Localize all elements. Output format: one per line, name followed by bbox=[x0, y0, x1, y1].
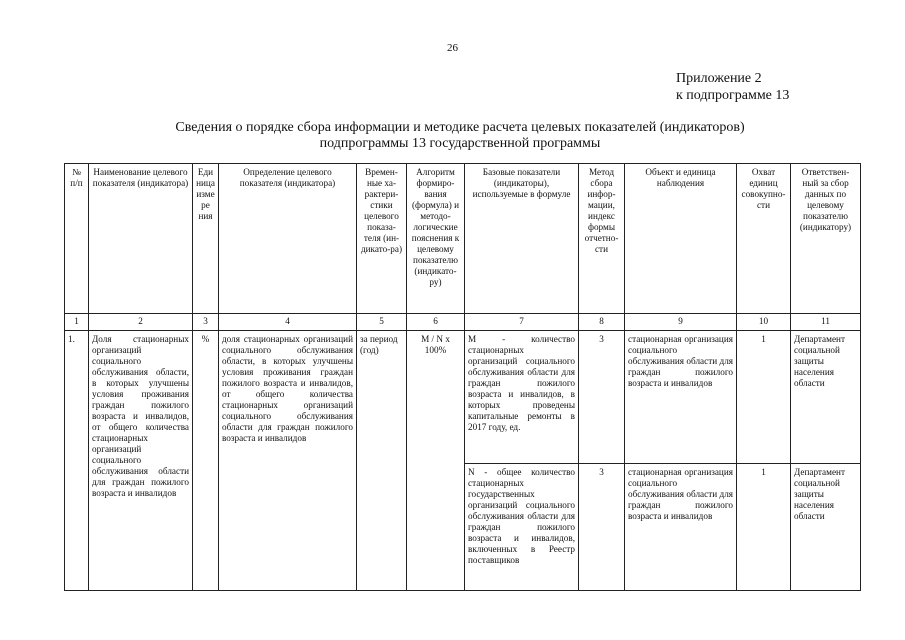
column-number: 1 bbox=[65, 314, 89, 331]
column-number: 4 bbox=[219, 314, 357, 331]
column-number: 10 bbox=[737, 314, 791, 331]
header-cell: Времен-ные ха-рактери-стики целевого показа-теля (ин-дикато-ра) bbox=[357, 164, 407, 314]
column-number: 2 bbox=[89, 314, 193, 331]
row-number: 1. bbox=[65, 331, 89, 591]
column-number: 3 bbox=[193, 314, 219, 331]
table-row bbox=[65, 331, 861, 464]
base-indicator-m: M - количество стационарных организаций социального обслуживания области для граждан пожилого возраста и инвалидов, в которых проведены капитальные ремонты в 2017 году, ед. bbox=[465, 331, 579, 464]
definition-cell: доля стационарных организаций социального обслуживания области, в которых улучшены условия проживания граждан пожилого возраста и инвалидов, от общего количества стационарных организаций социального обслуживания области для граждан пожилого возраста и инвалидов bbox=[219, 331, 357, 591]
header-cell: Еди ница изме ре ния bbox=[193, 164, 219, 314]
column-number: 7 bbox=[465, 314, 579, 331]
coverage-cell: 1 bbox=[737, 464, 791, 591]
appendix-line-2: к подпрограмме 13 bbox=[676, 88, 790, 103]
method-cell: 3 bbox=[579, 331, 625, 464]
header-cell: Охват единиц совокупно-сти bbox=[737, 164, 791, 314]
header-cell: Базовые показатели (индикаторы), используемые в формуле bbox=[465, 164, 579, 314]
indicator-name: Доля стационарных организаций социального обслуживания области, в которых улучшены условия проживания граждан пожилого возраста и инвалидов, от общего количества стационарных организаций социального обслуживания области для граждан пожилого возраста и инвалидов bbox=[89, 331, 193, 591]
header-cell: Определение целевого показателя (индикатора) bbox=[219, 164, 357, 314]
formula-cell: M / N x 100% bbox=[407, 331, 465, 591]
base-indicator-n: N - общее количество стационарных государственных организаций социального обслуживания области для граждан пожилого возраста и инвалидов, включенных в Реестр поставщиков bbox=[465, 464, 579, 591]
header-cell: Метод сбора инфор-мации, индекс формы отчетно-сти bbox=[579, 164, 625, 314]
responsible-cell: Департамент социальной защиты населения области bbox=[791, 464, 861, 591]
column-number: 8 bbox=[579, 314, 625, 331]
method-cell: 3 bbox=[579, 464, 625, 591]
page-number: 26 bbox=[447, 42, 458, 54]
header-cell: Ответствен-ный за сбор данных по целевому показателю (индикатору) bbox=[791, 164, 861, 314]
column-number: 11 bbox=[791, 314, 861, 331]
unit-cell: % bbox=[193, 331, 219, 591]
header-cell: Наименование целевого показателя (индикатора) bbox=[89, 164, 193, 314]
header-cell: Алгоритм формиро-вания (формула) и методо-логические пояснения к целевому показателю (индикато-ру) bbox=[407, 164, 465, 314]
coverage-cell: 1 bbox=[737, 331, 791, 464]
column-number-row bbox=[65, 314, 861, 331]
title-line-1: Сведения о порядке сбора информации и методике расчета целевых показателей (индикаторов) bbox=[175, 120, 745, 135]
table-header-row bbox=[65, 164, 861, 314]
observation-object-cell: стационарная организация социального обслуживания области для граждан пожилого возраста и инвалидов bbox=[625, 331, 737, 464]
document-title bbox=[60, 120, 860, 152]
column-number: 6 bbox=[407, 314, 465, 331]
title-line-2: подпрограммы 13 государственной программы bbox=[319, 136, 601, 151]
indicators-table bbox=[64, 163, 861, 591]
responsible-cell: Департамент социальной защиты населения области bbox=[791, 331, 861, 464]
time-characteristics-cell: за период (год) bbox=[357, 331, 407, 591]
column-number: 5 bbox=[357, 314, 407, 331]
header-cell: Объект и единица наблюдения bbox=[625, 164, 737, 314]
observation-object-cell: стационарная организация социального обслуживания области для граждан пожилого возраста и инвалидов bbox=[625, 464, 737, 591]
column-number: 9 bbox=[625, 314, 737, 331]
appendix-line-1: Приложение 2 bbox=[676, 71, 762, 86]
appendix-label bbox=[676, 70, 789, 104]
header-cell: № п/п bbox=[65, 164, 89, 314]
